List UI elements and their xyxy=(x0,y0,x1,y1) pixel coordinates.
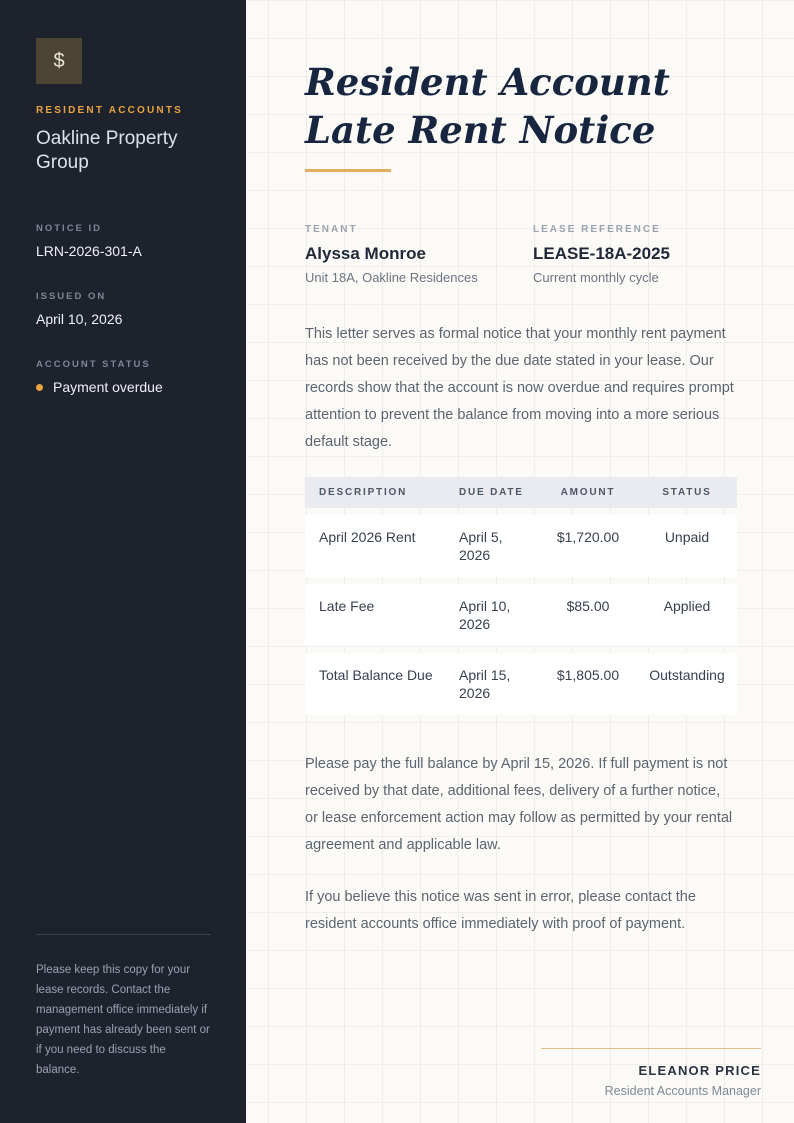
signature-name: ELEANOR PRICE xyxy=(638,1063,761,1078)
notice-id-label: NOTICE ID xyxy=(36,223,103,234)
notice-document xyxy=(246,0,794,1123)
dollar-symbol: $ xyxy=(53,49,65,72)
meta-row xyxy=(305,224,761,285)
column-header-due-date: DUE DATE xyxy=(445,477,539,508)
tenant-label: TENANT xyxy=(305,224,358,235)
cell-amount: $85.00 xyxy=(539,584,637,646)
sidebar xyxy=(0,0,246,1123)
table-row-late-fee xyxy=(305,584,737,646)
page-title xyxy=(305,58,761,154)
cell-status: Applied xyxy=(637,584,737,646)
signature-title: Resident Accounts Manager xyxy=(604,1084,761,1098)
cell-amount: $1,720.00 xyxy=(539,515,637,577)
title-underline xyxy=(305,169,391,172)
cell-status: Unpaid xyxy=(637,515,737,577)
page-title-line1: Resident Account xyxy=(305,60,670,104)
dollar-icon xyxy=(36,38,82,84)
cell-due-date: April 15, 2026 xyxy=(445,653,539,715)
lease-reference: LEASE-18A-2025 xyxy=(533,244,671,263)
status-dot-icon xyxy=(36,384,43,391)
tenant-name: Alyssa Monroe xyxy=(305,244,426,263)
status-row xyxy=(36,379,211,395)
lease-label: LEASE REFERENCE xyxy=(533,224,661,235)
page-title-line2: Late Rent Notice xyxy=(305,108,656,152)
tenant-detail: Unit 18A, Oakline Residences xyxy=(305,270,478,285)
sidebar-footer-note: Please keep this copy for your lease records. Contact the management office immediately if payment has already been sent or if you need to discuss the balance. xyxy=(36,934,211,1080)
issued-on-field xyxy=(36,291,211,327)
account-status-value: Payment overdue xyxy=(53,379,163,395)
lease-block xyxy=(533,224,761,285)
notice-id-field xyxy=(36,223,211,259)
account-status-label: ACCOUNT STATUS xyxy=(36,359,151,370)
org-label: RESIDENT ACCOUNTS xyxy=(36,105,184,116)
intro-paragraph: This letter serves as formal notice that your monthly rent payment has not been received by the due date stated in your lease. Our records show that the account is now overdue and requires prompt attention to prevent the balance from moving into a more serious default stage. xyxy=(305,326,734,450)
charges-header-row xyxy=(305,477,737,508)
notice-id-value: LRN-2026-301-A xyxy=(36,243,142,259)
signature-block xyxy=(541,1048,761,1098)
error-paragraph: If you believe this notice was sent in error, please contact the resident accounts office immediately with proof of payment. xyxy=(305,889,696,932)
cell-due-date: April 5, 2026 xyxy=(445,515,539,577)
signature-line xyxy=(541,1048,761,1049)
issued-on-value: April 10, 2026 xyxy=(36,311,123,327)
table-row-rent xyxy=(305,515,737,577)
cell-description: Total Balance Due xyxy=(305,653,445,715)
cell-description: Late Fee xyxy=(305,584,445,646)
lease-detail: Current monthly cycle xyxy=(533,270,659,285)
account-status-field xyxy=(36,359,211,395)
tenant-block xyxy=(305,224,533,285)
column-header-description: DESCRIPTION xyxy=(305,477,445,508)
cell-description: April 2026 Rent xyxy=(305,515,445,577)
charges-table xyxy=(305,470,737,722)
column-header-status: STATUS xyxy=(637,477,737,508)
table-row-total xyxy=(305,653,737,715)
cell-amount: $1,805.00 xyxy=(539,653,637,715)
cell-due-date: April 10, 2026 xyxy=(445,584,539,646)
payment-paragraph: Please pay the full balance by April 15, 2026. If full payment is not received by that date, additional fees, delivery of a further notice, or lease enforcement action may follow as permitted by your rental agreement and applicable law. xyxy=(305,756,733,853)
org-name: Oakline Property Group xyxy=(36,128,178,173)
cell-status: Outstanding xyxy=(637,653,737,715)
issued-on-label: ISSUED ON xyxy=(36,291,107,302)
column-header-amount: AMOUNT xyxy=(539,477,637,508)
